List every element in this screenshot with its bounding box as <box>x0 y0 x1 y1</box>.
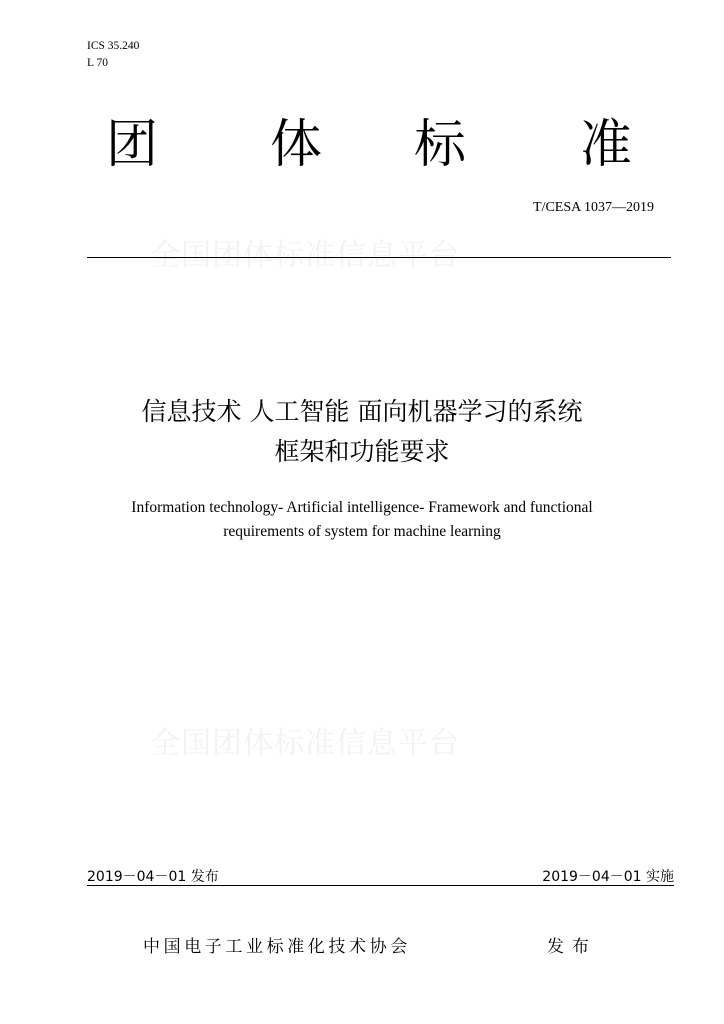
chinese-title <box>0 392 724 472</box>
issuing-organization: 中国电子工业标准化技术协会 <box>143 937 411 957</box>
standard-type-char-4: 准 <box>580 115 633 175</box>
header-divider <box>87 257 671 258</box>
watermark-bottom: 全国团体标准信息平台 <box>150 726 460 761</box>
chinese-title-line-1: 信息技术 人工智能 面向机器学习的系统 <box>141 397 583 426</box>
issue-date: 2019－04－01 发布 <box>87 869 219 885</box>
publish-label: 发布 <box>547 937 597 957</box>
standard-type-heading <box>0 112 724 182</box>
implementation-date: 2019－04－01 实施 <box>542 869 674 885</box>
chinese-title-line-2: 框架和功能要求 <box>274 437 450 466</box>
english-title <box>80 496 644 544</box>
standard-type-char-1: 团 <box>106 115 159 175</box>
ics-code: ICS 35.240 <box>87 40 140 52</box>
standard-type-char-2: 体 <box>270 115 323 175</box>
standard-type-char-3: 标 <box>414 115 467 175</box>
ccs-code: L 70 <box>87 57 108 69</box>
ics-classification <box>87 38 139 72</box>
footer-divider <box>87 885 674 886</box>
english-title-line-1: Information technology- Artificial intelligence- Framework and functional <box>131 499 593 516</box>
english-title-line-2: requirements of system for machine learning <box>223 523 501 540</box>
standard-number: T/CESA 1037—2019 <box>533 200 654 215</box>
watermark-top: 全国团体标准信息平台 <box>150 238 460 273</box>
